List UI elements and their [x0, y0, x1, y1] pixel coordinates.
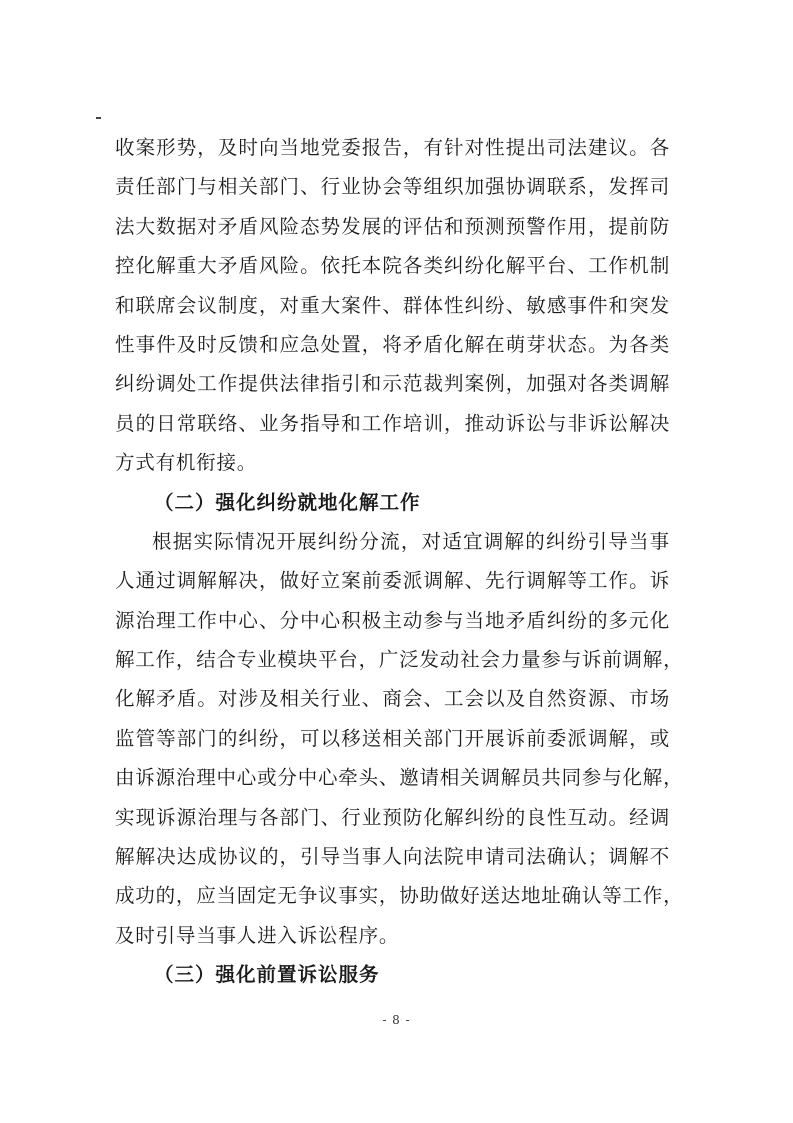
paragraph-line: 人通过调解解决，做好立案前委派调解、先行调解等工作。诉 — [115, 569, 670, 593]
document-body — [115, 128, 684, 995]
paragraph-line: 化解矛盾。对涉及相关行业、商会、工会以及自然资源、市场 — [115, 687, 670, 711]
paragraph-line: 由诉源治理中心或分中心牵头、邀请相关调解员共同参与化解， — [115, 766, 684, 790]
paragraph-line: 成功的，应当固定无争议事实，协助做好送达地址确认等工作， — [115, 884, 684, 908]
paragraph-line: 纠纷调处工作提供法律指引和示范裁判案例，加强对各类调解 — [115, 372, 670, 396]
paragraph-line: 根据实际情况开展纠纷分流，对适宜调解的纠纷引导当事 — [152, 529, 670, 553]
paragraph-line: 实现诉源治理与各部门、行业预防化解纠纷的良性互动。经调 — [115, 805, 670, 829]
paragraph-line: 控化解重大矛盾风险。依托本院各类纠纷化解平台、工作机制 — [115, 254, 670, 278]
section-heading-3: （三）强化前置诉讼服务 — [154, 963, 380, 987]
paragraph-line: 责任部门与相关部门、行业协会等组织加强协调联系，发挥司 — [115, 175, 670, 199]
paragraph-line: 解工作，结合专业模块平台，广泛发动社会力量参与诉前调解， — [115, 648, 684, 672]
paragraph-line: 源治理工作中心、分中心积极主动参与当地矛盾纠纷的多元化 — [115, 608, 670, 632]
paragraph-line: 性事件及时反馈和应急处置，将矛盾化解在萌芽状态。为各类 — [115, 332, 670, 356]
paragraph-line: 和联席会议制度，对重大案件、群体性纠纷、敏感事件和突发 — [115, 293, 670, 317]
scan-mark — [96, 117, 101, 119]
paragraph-line: 员的日常联络、业务指导和工作培训，推动诉讼与非诉讼解决 — [115, 411, 670, 435]
page-number: - 8 - — [382, 1013, 411, 1027]
paragraph-line: 及时引导当事人进入诉讼程序。 — [115, 923, 400, 947]
paragraph-line: 收案形势，及时向当地党委报告，有针对性提出司法建议。各 — [115, 136, 670, 159]
paragraph-line: 方式有机衔接。 — [115, 451, 258, 475]
paragraph-line: 法大数据对矛盾风险态势发展的评估和预测预警作用，提前防 — [115, 214, 670, 238]
section-heading-2: （二）强化纠纷就地化解工作 — [154, 490, 421, 514]
paragraph-line: 监管等部门的纠纷，可以移送相关部门开展诉前委派调解，或 — [115, 726, 670, 750]
paragraph-line: 解解决达成协议的，引导当事人向法院申请司法确认；调解不 — [115, 845, 670, 869]
